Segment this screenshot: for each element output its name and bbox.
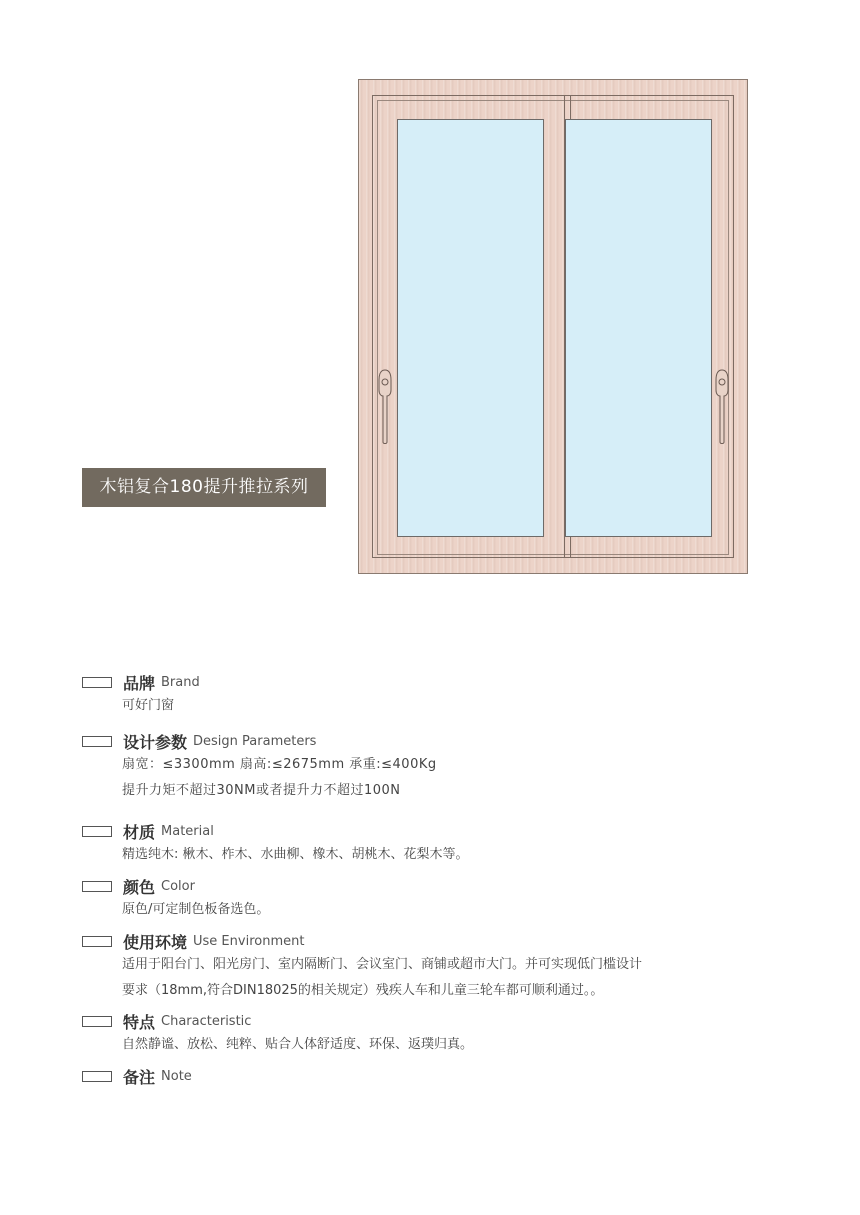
- spec-use-environment: [82, 930, 782, 1004]
- spec-design-parameters: [82, 730, 782, 804]
- spec-title-en: Color: [161, 878, 195, 894]
- spec-text: 适用于阳台门、阳光房门、室内隔断门、会议室门、商铺或超市大门。并可实现低门槛设计: [122, 957, 643, 972]
- spec-title-cn: 材质: [123, 822, 156, 842]
- bullet-box-icon: [82, 826, 112, 837]
- bullet-box-icon: [82, 677, 112, 688]
- bullet-box-icon: [82, 1016, 112, 1027]
- spec-title-cn: 颜色: [123, 877, 156, 897]
- spec-text: 扇宽：≤3300mm 扇高:≤2675mm 承重:≤400Kg: [122, 757, 437, 772]
- spec-title-cn: 使用环境: [123, 932, 188, 952]
- spec-title-cn: 品牌: [123, 673, 156, 693]
- spec-title-en: Note: [161, 1068, 192, 1084]
- bullet-box-icon: [82, 1071, 112, 1082]
- spec-color: [82, 875, 782, 923]
- right-handle-icon: [715, 368, 729, 446]
- right-glass-pane: [565, 119, 712, 537]
- spec-title-en: Brand: [161, 674, 200, 690]
- spec-title-cn: 设计参数: [123, 732, 188, 752]
- spec-title-en: Use Environment: [193, 933, 305, 949]
- left-handle-icon: [378, 368, 392, 446]
- spec-title-cn: 备注: [123, 1067, 156, 1087]
- spec-characteristic: [82, 1010, 782, 1058]
- bullet-box-icon: [82, 736, 112, 747]
- spec-title-en: Material: [161, 823, 214, 839]
- spec-text: 提升力矩不超过30NM或者提升力不超过100N: [122, 783, 401, 798]
- spec-material: [82, 820, 782, 868]
- left-glass-pane: [397, 119, 544, 537]
- spec-text: 可好门窗: [122, 698, 175, 713]
- product-title: 木铝复合180提升推拉系列: [82, 468, 326, 507]
- spec-text: 自然静谧、放松、纯粹、贴合人体舒适度、环保、返璞归真。: [122, 1037, 474, 1052]
- bullet-box-icon: [82, 936, 112, 947]
- spec-text: 原色/可定制色板备选色。: [122, 902, 270, 917]
- spec-text: 精选纯木: 楸木、柞木、水曲柳、橡木、胡桃木、花梨木等。: [122, 847, 469, 862]
- spec-title-en: Characteristic: [161, 1013, 252, 1029]
- spec-brand: [82, 671, 782, 719]
- spec-text: 要求（18mm,符合DIN18025的相关规定）残疾人车和儿童三轮车都可顺利通过。。: [122, 983, 604, 998]
- spec-note: [82, 1065, 782, 1087]
- spec-title-en: Design Parameters: [193, 733, 317, 749]
- bullet-box-icon: [82, 881, 112, 892]
- spec-title-cn: 特点: [123, 1012, 156, 1032]
- window-illustration: [358, 79, 748, 574]
